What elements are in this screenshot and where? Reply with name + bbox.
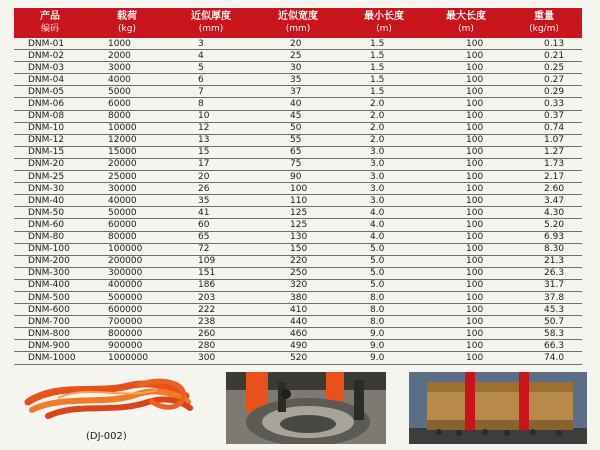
column-header-unit: (kg/m) — [529, 24, 559, 34]
table-cell: 1.5 — [342, 62, 426, 74]
table-cell: 5.0 — [342, 267, 426, 279]
table-cell: 100 — [426, 74, 506, 86]
table-cell: 41 — [168, 207, 254, 219]
table-cell: DNM-01 — [14, 38, 86, 50]
column-header-unit: (m) — [376, 24, 392, 34]
table-cell: DNM-12 — [14, 134, 86, 146]
table-row — [14, 62, 582, 74]
table-cell: 100 — [426, 38, 506, 50]
table-cell: 0.74 — [506, 122, 582, 134]
table-row — [14, 316, 582, 328]
table-cell: DNM-400 — [14, 279, 86, 291]
table-cell: 2.0 — [342, 110, 426, 122]
table-cell: 20 — [254, 38, 342, 50]
table-cell: DNM-900 — [14, 340, 86, 352]
table-cell: 6000 — [86, 98, 168, 110]
table-row — [14, 352, 582, 364]
table-cell: 100 — [254, 183, 342, 195]
table-cell: 0.25 — [506, 62, 582, 74]
table-row — [14, 304, 582, 316]
table-cell: 400000 — [86, 279, 168, 291]
table-cell: 1000 — [86, 38, 168, 50]
table-cell: 100 — [426, 146, 506, 158]
table-cell: 2.17 — [506, 171, 582, 183]
column-header-unit: (mm) — [285, 24, 311, 34]
table-cell: 15 — [168, 146, 254, 158]
table-cell: 1.27 — [506, 146, 582, 158]
table-cell: 30000 — [86, 183, 168, 195]
table-cell: DNM-80 — [14, 231, 86, 243]
table-cell: 150 — [254, 243, 342, 255]
table-cell: 6 — [168, 74, 254, 86]
table-cell: 100 — [426, 219, 506, 231]
lifting-machinery-image — [226, 372, 386, 444]
table-cell: 0.33 — [506, 98, 582, 110]
table-cell: 280 — [168, 340, 254, 352]
table-cell: 2.0 — [342, 134, 426, 146]
table-cell: 12000 — [86, 134, 168, 146]
table-cell: 20000 — [86, 158, 168, 170]
table-cell: 125 — [254, 219, 342, 231]
table-cell: 320 — [254, 279, 342, 291]
table-cell: DNM-300 — [14, 267, 86, 279]
column-header-title: 最大长度 — [446, 11, 486, 22]
table-cell: 60 — [168, 219, 254, 231]
table-cell: 2.0 — [342, 122, 426, 134]
table-cell: 9.0 — [342, 340, 426, 352]
table-cell: 45.3 — [506, 304, 582, 316]
table-cell: 0.37 — [506, 110, 582, 122]
table-cell: 12 — [168, 122, 254, 134]
table-row — [14, 171, 582, 183]
table-cell: 500000 — [86, 291, 168, 303]
table-cell: 100 — [426, 158, 506, 170]
column-header-4 — [342, 8, 426, 38]
table-cell: DNM-02 — [14, 50, 86, 62]
table-cell: 1.5 — [342, 74, 426, 86]
column-header-title: 近似宽度 — [278, 11, 318, 22]
header-row — [14, 8, 582, 38]
table-cell: 0.27 — [506, 74, 582, 86]
table-cell: 100 — [426, 304, 506, 316]
table-cell: DNM-500 — [14, 291, 86, 303]
table-cell: DNM-04 — [14, 74, 86, 86]
table-cell: DNM-03 — [14, 62, 86, 74]
table-cell: 4 — [168, 50, 254, 62]
table-cell: 7 — [168, 86, 254, 98]
table-cell: 100 — [426, 207, 506, 219]
table-cell: 66.3 — [506, 340, 582, 352]
column-header-title: 近似厚度 — [191, 11, 231, 22]
table-cell: 55 — [254, 134, 342, 146]
table-cell: 4000 — [86, 74, 168, 86]
table-row — [14, 291, 582, 303]
photo-lifting-round-part — [226, 372, 386, 444]
table-cell: 1.5 — [342, 86, 426, 98]
table-cell: 1.73 — [506, 158, 582, 170]
table-cell: 100000 — [86, 243, 168, 255]
table-cell: 25 — [254, 50, 342, 62]
table-cell: DNM-60 — [14, 219, 86, 231]
table-cell: 100 — [426, 291, 506, 303]
table-row — [14, 74, 582, 86]
table-cell: DNM-20 — [14, 158, 86, 170]
table-cell: 4.0 — [342, 207, 426, 219]
table-cell: 100 — [426, 255, 506, 267]
table-cell: 40000 — [86, 195, 168, 207]
table-cell: 60000 — [86, 219, 168, 231]
table-row — [14, 219, 582, 231]
table-cell: 8.0 — [342, 304, 426, 316]
table-cell: 220 — [254, 255, 342, 267]
table-row — [14, 98, 582, 110]
table-row — [14, 267, 582, 279]
table-cell: 58.3 — [506, 328, 582, 340]
table-cell: 10000 — [86, 122, 168, 134]
table-cell: 5.0 — [342, 243, 426, 255]
table-cell: 5.0 — [342, 279, 426, 291]
table-cell: 3.0 — [342, 158, 426, 170]
table-cell: 100 — [426, 267, 506, 279]
table-cell: 100 — [426, 62, 506, 74]
table-cell: DNM-25 — [14, 171, 86, 183]
table-cell: 40 — [254, 98, 342, 110]
table-cell: 200000 — [86, 255, 168, 267]
table-cell: 410 — [254, 304, 342, 316]
table-cell: 1.07 — [506, 134, 582, 146]
table-cell: 100 — [426, 231, 506, 243]
table-cell: 50 — [254, 122, 342, 134]
table-cell: 238 — [168, 316, 254, 328]
table-cell: 9.0 — [342, 352, 426, 364]
table-cell: 8.0 — [342, 291, 426, 303]
table-cell: 8 — [168, 98, 254, 110]
table-cell: 21.3 — [506, 255, 582, 267]
table-cell: 8.30 — [506, 243, 582, 255]
table-cell: 109 — [168, 255, 254, 267]
table-cell: 100 — [426, 134, 506, 146]
table-cell: DNM-40 — [14, 195, 86, 207]
table-cell: 30 — [254, 62, 342, 74]
table-cell: 65 — [254, 146, 342, 158]
table-cell: 3.0 — [342, 171, 426, 183]
table-cell: 8000 — [86, 110, 168, 122]
table-cell: DNM-08 — [14, 110, 86, 122]
table-cell: 100 — [426, 352, 506, 364]
column-header-3 — [254, 8, 342, 38]
column-header-unit: (kg) — [118, 24, 136, 34]
column-header-unit: 编码 — [40, 24, 59, 34]
table-cell: 100 — [426, 279, 506, 291]
table-cell: 222 — [168, 304, 254, 316]
table-cell: 100 — [426, 110, 506, 122]
table-cell: 110 — [254, 195, 342, 207]
table-cell: 250 — [254, 267, 342, 279]
table-cell: 4.0 — [342, 231, 426, 243]
table-row — [14, 134, 582, 146]
table-cell: 37 — [254, 86, 342, 98]
table-row — [14, 328, 582, 340]
table-cell: DNM-50 — [14, 207, 86, 219]
column-header-title: 重量 — [534, 11, 554, 22]
table-cell: 300 — [168, 352, 254, 364]
table-row — [14, 122, 582, 134]
table-cell: 2000 — [86, 50, 168, 62]
table-cell: DNM-600 — [14, 304, 86, 316]
table-cell: 50000 — [86, 207, 168, 219]
table-cell: 74.0 — [506, 352, 582, 364]
table-cell: 151 — [168, 267, 254, 279]
table-cell: 2.0 — [342, 98, 426, 110]
column-header-6 — [506, 8, 582, 38]
table-cell: DNM-700 — [14, 316, 86, 328]
table-cell: 100 — [426, 195, 506, 207]
table-cell: 460 — [254, 328, 342, 340]
table-cell: DNM-15 — [14, 146, 86, 158]
table-cell: 65 — [168, 231, 254, 243]
table-cell: 75 — [254, 158, 342, 170]
table-row — [14, 110, 582, 122]
table-cell: 80000 — [86, 231, 168, 243]
table-cell: 2.60 — [506, 183, 582, 195]
column-header-title: 载荷 — [117, 11, 137, 22]
table-cell: 26 — [168, 183, 254, 195]
table-cell: 0.29 — [506, 86, 582, 98]
table-cell: 440 — [254, 316, 342, 328]
table-cell: 100 — [426, 86, 506, 98]
table-cell: 5 — [168, 62, 254, 74]
table-cell: 900000 — [86, 340, 168, 352]
table-cell: 5.20 — [506, 219, 582, 231]
table-row — [14, 207, 582, 219]
table-cell: 1.5 — [342, 50, 426, 62]
table-cell: 700000 — [86, 316, 168, 328]
table-cell: 3.0 — [342, 195, 426, 207]
table-cell: 300000 — [86, 267, 168, 279]
table-cell: DNM-10 — [14, 122, 86, 134]
column-header-unit: (mm) — [198, 24, 224, 34]
table-cell: 50.7 — [506, 316, 582, 328]
column-header-0 — [14, 8, 86, 38]
table-row — [14, 146, 582, 158]
table-cell: DNM-30 — [14, 183, 86, 195]
table-cell: 3 — [168, 38, 254, 50]
table-row — [14, 231, 582, 243]
table-cell: 1.5 — [342, 38, 426, 50]
table-cell: 35 — [168, 195, 254, 207]
table-cell: 0.21 — [506, 50, 582, 62]
table-cell: DNM-100 — [14, 243, 86, 255]
table-cell: 100 — [426, 328, 506, 340]
table-row — [14, 50, 582, 62]
table-cell: 800000 — [86, 328, 168, 340]
table-cell: 17 — [168, 158, 254, 170]
table-row — [14, 279, 582, 291]
table-cell: 600000 — [86, 304, 168, 316]
table-cell: 26.3 — [506, 267, 582, 279]
table-cell: 5.0 — [342, 255, 426, 267]
table-cell: 6.93 — [506, 231, 582, 243]
table-row — [14, 255, 582, 267]
spec-table-header — [14, 8, 582, 38]
table-cell: 186 — [168, 279, 254, 291]
table-cell: 100 — [426, 316, 506, 328]
spec-table-body — [14, 38, 582, 364]
table-cell: 15000 — [86, 146, 168, 158]
table-row — [14, 340, 582, 352]
table-cell: 35 — [254, 74, 342, 86]
table-cell: DNM-05 — [14, 86, 86, 98]
table-cell: 72 — [168, 243, 254, 255]
sling-caption: (DJ-002) — [86, 431, 127, 442]
column-header-unit: (m) — [458, 24, 474, 34]
table-cell: 100 — [426, 171, 506, 183]
table-cell: 100 — [426, 243, 506, 255]
table-cell: 3.0 — [342, 183, 426, 195]
table-cell: 13 — [168, 134, 254, 146]
column-header-2 — [168, 8, 254, 38]
photo-lifting-cylinder — [409, 372, 587, 444]
table-cell: 100 — [426, 98, 506, 110]
table-cell: 0.13 — [506, 38, 582, 50]
table-row — [14, 183, 582, 195]
spec-table — [14, 8, 582, 365]
table-cell: 9.0 — [342, 328, 426, 340]
table-cell: 3.47 — [506, 195, 582, 207]
table-cell: 8.0 — [342, 316, 426, 328]
column-header-title: 最小长度 — [364, 11, 404, 22]
table-cell: 10 — [168, 110, 254, 122]
table-cell: 45 — [254, 110, 342, 122]
table-cell: 5000 — [86, 86, 168, 98]
table-cell: 520 — [254, 352, 342, 364]
table-cell: 3000 — [86, 62, 168, 74]
table-cell: 125 — [254, 207, 342, 219]
table-row — [14, 38, 582, 50]
table-cell: 3.0 — [342, 146, 426, 158]
table-cell: 100 — [426, 122, 506, 134]
table-cell: 100 — [426, 50, 506, 62]
cylinder-lift-image — [409, 372, 587, 444]
table-row — [14, 86, 582, 98]
table-cell: DNM-200 — [14, 255, 86, 267]
table-cell: 90 — [254, 171, 342, 183]
table-cell: 130 — [254, 231, 342, 243]
table-row — [14, 158, 582, 170]
table-cell: 380 — [254, 291, 342, 303]
table-cell: 25000 — [86, 171, 168, 183]
table-row — [14, 243, 582, 255]
table-cell: 20 — [168, 171, 254, 183]
column-header-1 — [86, 8, 168, 38]
column-header-5 — [426, 8, 506, 38]
table-cell: 100 — [426, 340, 506, 352]
table-cell: 490 — [254, 340, 342, 352]
table-cell: 31.7 — [506, 279, 582, 291]
table-cell: 4.30 — [506, 207, 582, 219]
table-cell: 203 — [168, 291, 254, 303]
table-cell: 1000000 — [86, 352, 168, 364]
table-cell: DNM-800 — [14, 328, 86, 340]
table-cell: 4.0 — [342, 219, 426, 231]
table-row — [14, 195, 582, 207]
table-cell: 37.8 — [506, 291, 582, 303]
table-cell: 260 — [168, 328, 254, 340]
table-cell: DNM-1000 — [14, 352, 86, 364]
column-header-title: 产品 — [40, 11, 60, 22]
table-cell: DNM-06 — [14, 98, 86, 110]
table-cell: 100 — [426, 183, 506, 195]
